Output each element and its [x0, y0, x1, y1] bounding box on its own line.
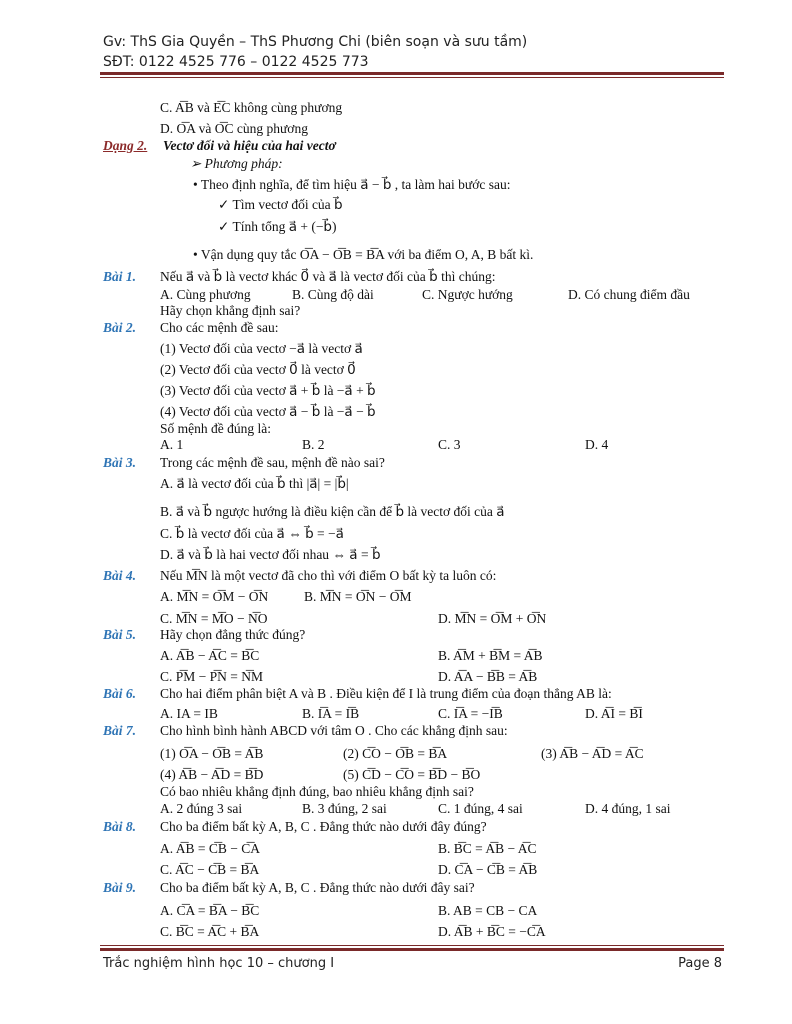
text-line: A. 2 đúng 3 sai: [160, 801, 243, 816]
text-line: Nếu M͞N là một vectơ đã cho thì với điểm O bất kỳ ta luôn có:: [160, 568, 497, 583]
text-line: C. b⃗ là vectơ đối của a⃗ ⇔ b⃗ = −a⃗: [160, 526, 344, 541]
text-line: Nếu a⃗ và b⃗ là vectơ khác 0⃗ và a⃗ là vectơ đối của b⃗ thì chúng:: [160, 269, 496, 284]
text-line: D. 4 đúng, 1 sai: [585, 801, 671, 816]
text-line: C. I͞A = −I͞B: [438, 706, 503, 721]
text-line: D. A͞I = B͞I: [585, 706, 643, 721]
text-line: (2) Vectơ đối của vectơ 0⃗ là vectơ 0⃗: [160, 362, 356, 377]
text-line: Hãy chọn khẳng định sai?: [160, 303, 301, 318]
text-line: D. a⃗ và b⃗ là hai vectơ đối nhau ⇔ a⃗ = b⃗: [160, 547, 381, 562]
exercise-label: Bài 6.: [103, 686, 137, 701]
footer-rule-thick: [100, 948, 724, 951]
text-line: D. M͞N = O͞M + O͞N: [438, 611, 547, 626]
footer-rule-thin: [100, 945, 724, 946]
text-line: Cho hai điểm phân biệt A và B . Điều kiện để I là trung điểm của đoạn thẳng AB là:: [160, 686, 612, 701]
text-line: • Theo định nghĩa, để tìm hiệu a⃗ − b⃗ , ta làm hai bước sau:: [193, 177, 511, 192]
text-line: (1) Vectơ đối của vectơ −a⃗ là vectơ a⃗: [160, 341, 363, 356]
header-title: Gv: ThS Gia Quyền – ThS Phương Chi (biên soạn và sưu tầm): [103, 34, 528, 50]
text-line: Có bao nhiêu khẳng định đúng, bao nhiêu khẳng định sai?: [160, 784, 474, 799]
text-line: Trong các mệnh đề sau, mệnh đề nào sai?: [160, 455, 385, 470]
header-phone: SĐT: 0122 4525 776 – 0122 4525 773: [103, 54, 369, 70]
exercise-label: Bài 9.: [103, 880, 137, 895]
text-line: A. A͞B − A͞C = B͞C: [160, 648, 260, 663]
text-line: B. I͞A = I͞B: [302, 706, 360, 721]
text-line: (4) Vectơ đối của vectơ a⃗ − b⃗ là −a⃗ − b⃗: [160, 404, 376, 419]
text-line: (4) A͞B − A͞D = B͞D: [160, 767, 264, 782]
text-line: Cho ba điểm bất kỳ A, B, C . Đẳng thức nào dưới đây đúng?: [160, 819, 487, 834]
text-line: D. O͞A và O͞C cùng phương: [160, 121, 308, 136]
exercise-label: Bài 2.: [103, 320, 137, 335]
text-line: Số mệnh đề đúng là:: [160, 421, 271, 436]
text-line: A. M͞N = O͞M − O͞N: [160, 589, 269, 604]
text-line: B. B͞C = A͞B − A͞C: [438, 841, 537, 856]
text-line: Cho hình bình hành ABCD với tâm O . Cho các khẳng định sau:: [160, 723, 508, 738]
section-label: Dạng 2.: [103, 138, 148, 153]
text-line: B. M͞N = O͞N − O͞M: [304, 589, 412, 604]
text-line: D. A͞A − B͞B = A͞B: [438, 669, 538, 684]
text-line: C. A͞C − C͞B = B͞A: [160, 862, 260, 877]
text-line: C. M͞N = M͞O − N͞O: [160, 611, 268, 626]
text-line: C. 3: [438, 437, 461, 452]
text-line: C. B͞C = A͞C + B͞A: [160, 924, 260, 939]
text-line: B. 2: [302, 437, 325, 452]
section-title: Vectơ đối và hiệu của hai vectơ: [163, 138, 336, 153]
text-line: B. 3 đúng, 2 sai: [302, 801, 387, 816]
text-line: A. C͞A = B͞A − B͞C: [160, 903, 260, 918]
exercise-label: Bài 8.: [103, 819, 137, 834]
text-line: A. Cùng phương: [160, 287, 251, 302]
text-line: (1) O͞A − O͞B = A͞B: [160, 746, 264, 761]
page-number: Page 8: [678, 956, 722, 971]
text-line: (2) C͞O − O͞B = B͞A: [343, 746, 448, 761]
text-line: A. A͞B = C͞B − C͞A: [160, 841, 260, 856]
text-line: (3) A͞B − A͞D = A͞C: [541, 746, 644, 761]
text-line: ➢ Phương pháp:: [190, 156, 283, 171]
text-line: C. P͞M − P͞N = N͞M: [160, 669, 264, 684]
exercise-label: Bài 1.: [103, 269, 137, 284]
text-line: D. Có chung điểm đầu: [568, 287, 690, 302]
footer-left: Trắc nghiệm hình học 10 – chương I: [103, 956, 335, 971]
text-line: ✓ Tìm vectơ đối của b⃗: [218, 197, 343, 212]
text-line: C. A͞B và E͞C không cùng phương: [160, 100, 343, 115]
text-line: A. a⃗ là vectơ đối của b⃗ thì |a⃗| = |b⃗|: [160, 476, 349, 491]
text-line: D. 4: [585, 437, 609, 452]
text-line: • Vận dụng quy tắc O͞A − O͞B = B͞A với ba điểm O, A, B bất kì.: [193, 247, 534, 262]
text-line: B. a⃗ và b⃗ ngược hướng là điều kiện cần để b⃗ là vectơ đối của a⃗: [160, 504, 505, 519]
text-line: C. 1 đúng, 4 sai: [438, 801, 523, 816]
text-line: D. C͞A − C͞B = A͞B: [438, 862, 538, 877]
text-line: C. Ngược hướng: [422, 287, 513, 302]
text-line: B. AB = CB − CA: [438, 903, 538, 918]
exercise-label: Bài 7.: [103, 723, 137, 738]
text-line: (3) Vectơ đối của vectơ a⃗ + b⃗ là −a⃗ + b⃗: [160, 383, 376, 398]
exercise-label: Bài 5.: [103, 627, 137, 642]
text-line: D. A͞B + B͞C = −C͞A: [438, 924, 546, 939]
header-rule-thick: [100, 72, 724, 75]
exercise-label: Bài 3.: [103, 455, 137, 470]
text-line: A. IA = IB: [160, 706, 218, 721]
text-line: Cho ba điểm bất kỳ A, B, C . Đẳng thức nào dưới đây sai?: [160, 880, 475, 895]
text-line: B. Cùng độ dài: [292, 287, 374, 302]
text-line: Hãy chọn đẳng thức đúng?: [160, 627, 306, 642]
text-line: Cho các mệnh đề sau:: [160, 320, 279, 335]
exercise-label: Bài 4.: [103, 568, 137, 583]
header-rule-thin: [100, 77, 724, 78]
text-line: A. 1: [160, 437, 184, 452]
text-line: (5) C͞D − C͞O = B͞D − B͞O: [343, 767, 481, 782]
text-line: B. A͞M + B͞M = A͞B: [438, 648, 543, 663]
text-line: ✓ Tính tổng a⃗ + (−b⃗): [218, 219, 337, 234]
